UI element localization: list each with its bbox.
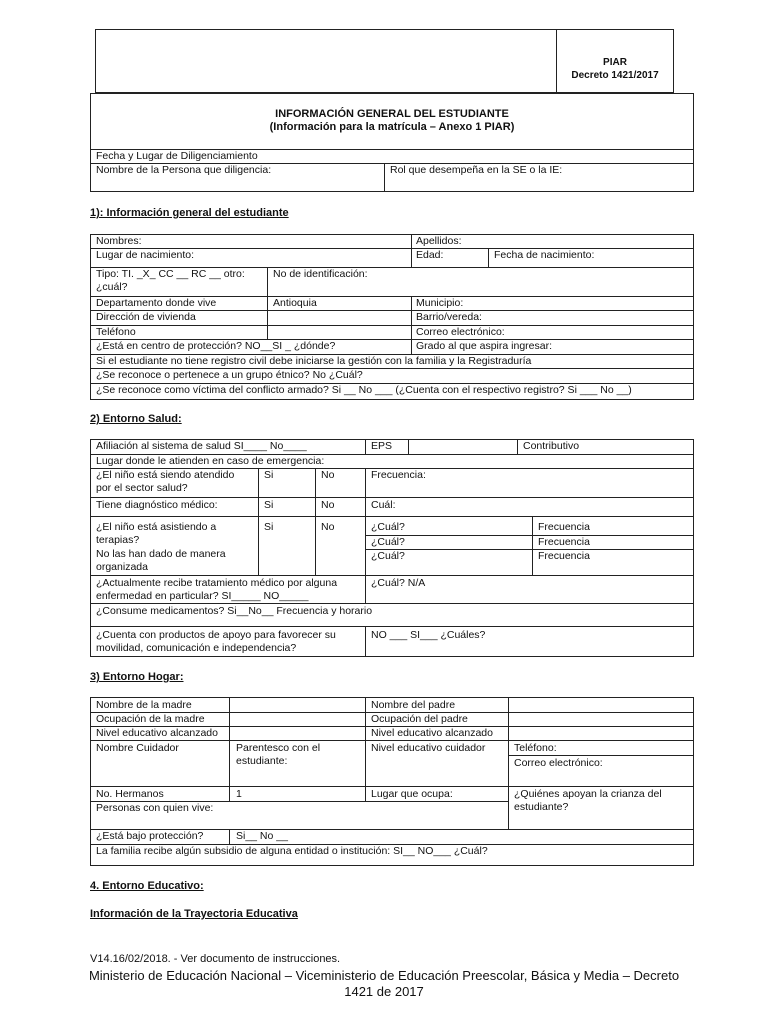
divider xyxy=(408,439,409,454)
registro-civil-note: Si el estudiante no tiene registro civil debe iniciarse la gestión con la familia y la Registraduría xyxy=(96,355,532,367)
grupo-etnico-field[interactable]: ¿Se reconoce o pertenece a un grupo étnico? No ¿Cuál? xyxy=(96,369,363,381)
divider xyxy=(229,697,230,801)
padre-field[interactable]: Nombre del padre xyxy=(371,699,456,711)
direccion-label: Dirección de vivienda xyxy=(96,311,196,323)
terapia-cual-2[interactable]: ¿Cuál? xyxy=(371,536,405,548)
terapias-si[interactable]: Si xyxy=(264,521,274,533)
apoyo-label-1: ¿Cuenta con productos de apoyo para favorecer su xyxy=(96,629,336,641)
terapias-label-2: terapias? xyxy=(96,534,140,546)
info-general-title: INFORMACIÓN GENERAL DEL ESTUDIANTE xyxy=(275,108,509,120)
atendido-si[interactable]: Si xyxy=(264,469,274,481)
terapias-label-3: No las han dado de manera xyxy=(96,548,226,560)
divider xyxy=(90,740,694,741)
divider xyxy=(229,829,230,844)
divider xyxy=(365,549,694,550)
medicamentos-field[interactable]: ¿Consume medicamentos? Si__No__ Frecuencia y horario xyxy=(96,605,373,617)
decree-label: Decreto 1421/2017 xyxy=(571,70,659,81)
diagnostico-label: Tiene diagnóstico médico: xyxy=(96,499,218,511)
divider xyxy=(267,296,268,339)
afiliacion-field[interactable]: Afiliación al sistema de salud SI____ No____ xyxy=(96,440,307,452)
fecha-nacimiento-field[interactable]: Fecha de nacimiento: xyxy=(494,249,595,261)
fecha-lugar-field[interactable]: Fecha y Lugar de Diligenciamiento xyxy=(96,150,258,162)
divider xyxy=(532,516,533,575)
vive-con-field[interactable]: Personas con quien vive: xyxy=(96,802,214,814)
lugar-emergencia-field[interactable]: Lugar donde le atienden en caso de emergencia: xyxy=(96,455,325,467)
rol-field[interactable]: Rol que desempeña en la SE o la IE: xyxy=(390,164,563,176)
piar-label: PIAR xyxy=(603,57,627,68)
atendido-label-1: ¿El niño está siendo atendido xyxy=(96,469,235,481)
lugar-ocupa-field[interactable]: Lugar que ocupa: xyxy=(371,788,453,800)
contributivo-label[interactable]: Contributivo xyxy=(523,440,580,452)
madre-field[interactable]: Nombre de la madre xyxy=(96,699,192,711)
telefono-label: Teléfono xyxy=(96,326,136,338)
divider xyxy=(411,296,412,354)
divider xyxy=(90,603,694,604)
divider xyxy=(315,468,316,575)
crianza-label-2: estudiante? xyxy=(514,801,569,813)
departamento-value[interactable]: Antioquia xyxy=(273,297,317,309)
subsidio-field[interactable]: La familia recibe algún subsidio de alguna entidad o institución: SI__ NO___ ¿Cuál? xyxy=(96,845,488,857)
ocupacion-madre-field[interactable]: Ocupación de la madre xyxy=(96,713,205,725)
divider xyxy=(508,697,509,829)
lugar-nacimiento-field[interactable]: Lugar de nacimiento: xyxy=(96,249,195,261)
nivel-madre-field[interactable]: Nivel educativo alcanzado xyxy=(96,727,218,739)
departamento-label: Departamento donde vive xyxy=(96,297,217,309)
section2-title: 2) Entorno Salud: xyxy=(90,413,182,425)
parentesco-label-2: estudiante: xyxy=(236,755,288,767)
victima-conflicto-field[interactable]: ¿Se reconoce como víctima del conflicto armado? Si __ No ___ (¿Cuenta con el respectivo registro? Si ___ No __) xyxy=(96,384,632,396)
terapias-label-4: organizada xyxy=(96,561,148,573)
divider xyxy=(365,626,366,657)
parentesco-label-1[interactable]: Parentesco con el xyxy=(236,742,321,754)
divider xyxy=(365,697,366,801)
diagnostico-cual[interactable]: Cuál: xyxy=(371,499,396,511)
no-identificacion-field[interactable]: No de identificación: xyxy=(273,268,368,280)
nivel-cuidador-field[interactable]: Nivel educativo cuidador xyxy=(371,742,486,754)
divider xyxy=(90,575,694,576)
cuidador-correo-field[interactable]: Correo electrónico: xyxy=(514,757,603,769)
eps-label: EPS xyxy=(371,440,393,452)
tipo-documento-cual: ¿cuál? xyxy=(96,281,128,293)
cuidador-telefono-field[interactable]: Teléfono: xyxy=(514,742,557,754)
divider xyxy=(384,163,385,192)
tratamiento-cual[interactable]: ¿Cuál? N/A xyxy=(371,577,426,589)
divider xyxy=(90,497,694,498)
divider xyxy=(365,439,366,454)
nombres-field[interactable]: Nombres: xyxy=(96,235,142,247)
apoyo-label-2: movilidad, comunicación e independencia? xyxy=(96,642,297,654)
correo-field[interactable]: Correo electrónico: xyxy=(416,326,505,338)
cuidador-field[interactable]: Nombre Cuidador xyxy=(96,742,179,754)
atendido-frecuencia[interactable]: Frecuencia: xyxy=(371,469,426,481)
section4-subtitle: Información de la Trayectoria Educativa xyxy=(90,908,298,920)
crianza-label-1: ¿Quiénes apoyan la crianza del xyxy=(514,788,662,800)
divider xyxy=(90,516,694,517)
edad-field[interactable]: Edad: xyxy=(416,249,444,261)
divider xyxy=(90,626,694,627)
municipio-field[interactable]: Municipio: xyxy=(416,297,464,309)
grado-field[interactable]: Grado al que aspira ingresar: xyxy=(416,340,552,352)
bajo-proteccion-resp[interactable]: Si__ No __ xyxy=(236,830,288,842)
ocupacion-padre-field[interactable]: Ocupación del padre xyxy=(371,713,468,725)
section3-title: 3) Entorno Hogar: xyxy=(90,671,184,683)
section1-title: 1): Información general del estudiante xyxy=(90,207,289,219)
divider xyxy=(411,234,412,267)
divider xyxy=(90,786,694,787)
hermanos-label: No. Hermanos xyxy=(96,788,164,800)
terapia-frecuencia-1[interactable]: Frecuencia xyxy=(538,521,590,533)
divider xyxy=(258,468,259,575)
info-general-subtitle: (Información para la matrícula – Anexo 1 PIAR) xyxy=(269,121,515,133)
apellidos-field[interactable]: Apellidos: xyxy=(416,235,462,247)
divider xyxy=(488,248,489,267)
footer-ministerio: Ministerio de Educación Nacional – Viceministerio de Educación Preescolar, Básica y Media – Decreto 1421 de 2017 xyxy=(88,968,680,999)
barrio-field[interactable]: Barrio/vereda: xyxy=(416,311,482,323)
divider xyxy=(267,267,268,296)
divider xyxy=(365,535,694,536)
divider xyxy=(90,325,694,326)
terapia-cual-3[interactable]: ¿Cuál? xyxy=(371,550,405,562)
bajo-proteccion-label: ¿Está bajo protección? xyxy=(96,830,204,842)
footer-version: V14.16/02/2018. - Ver documento de instrucciones. xyxy=(90,953,341,965)
tipo-documento-field[interactable]: Tipo: TI. _X_ CC __ RC __ otro: xyxy=(96,268,245,280)
terapias-label-1: ¿El niño está asistiendo a xyxy=(96,521,217,533)
nombre-persona-field[interactable]: Nombre de la Persona que diligencia: xyxy=(96,164,272,176)
terapia-frecuencia-3[interactable]: Frecuencia xyxy=(538,550,590,562)
proteccion-field[interactable]: ¿Está en centro de protección? NO__SI _ ¿dónde? xyxy=(96,340,336,352)
header-logo-box xyxy=(95,29,557,93)
section4-title: 4. Entorno Educativo: xyxy=(90,880,204,892)
tratamiento-label-2[interactable]: enfermedad en particular? SI_____ NO_____ xyxy=(96,590,309,602)
tratamiento-label-1: ¿Actualmente recibe tratamiento médico por alguna xyxy=(96,577,338,589)
divider xyxy=(365,468,366,603)
atendido-label-2: por el sector salud? xyxy=(96,482,188,494)
terapia-frecuencia-2[interactable]: Frecuencia xyxy=(538,536,590,548)
apoyo-respuesta[interactable]: NO ___ SI___ ¿Cuáles? xyxy=(371,629,486,641)
divider xyxy=(508,755,694,756)
atendido-no[interactable]: No xyxy=(321,469,335,481)
terapias-no[interactable]: No xyxy=(321,521,335,533)
nivel-padre-field[interactable]: Nivel educativo alcanzado xyxy=(371,727,493,739)
terapia-cual-1[interactable]: ¿Cuál? xyxy=(371,521,405,533)
divider xyxy=(517,439,518,454)
hermanos-value[interactable]: 1 xyxy=(236,788,242,800)
diagnostico-si[interactable]: Si xyxy=(264,499,274,511)
diagnostico-no[interactable]: No xyxy=(321,499,335,511)
